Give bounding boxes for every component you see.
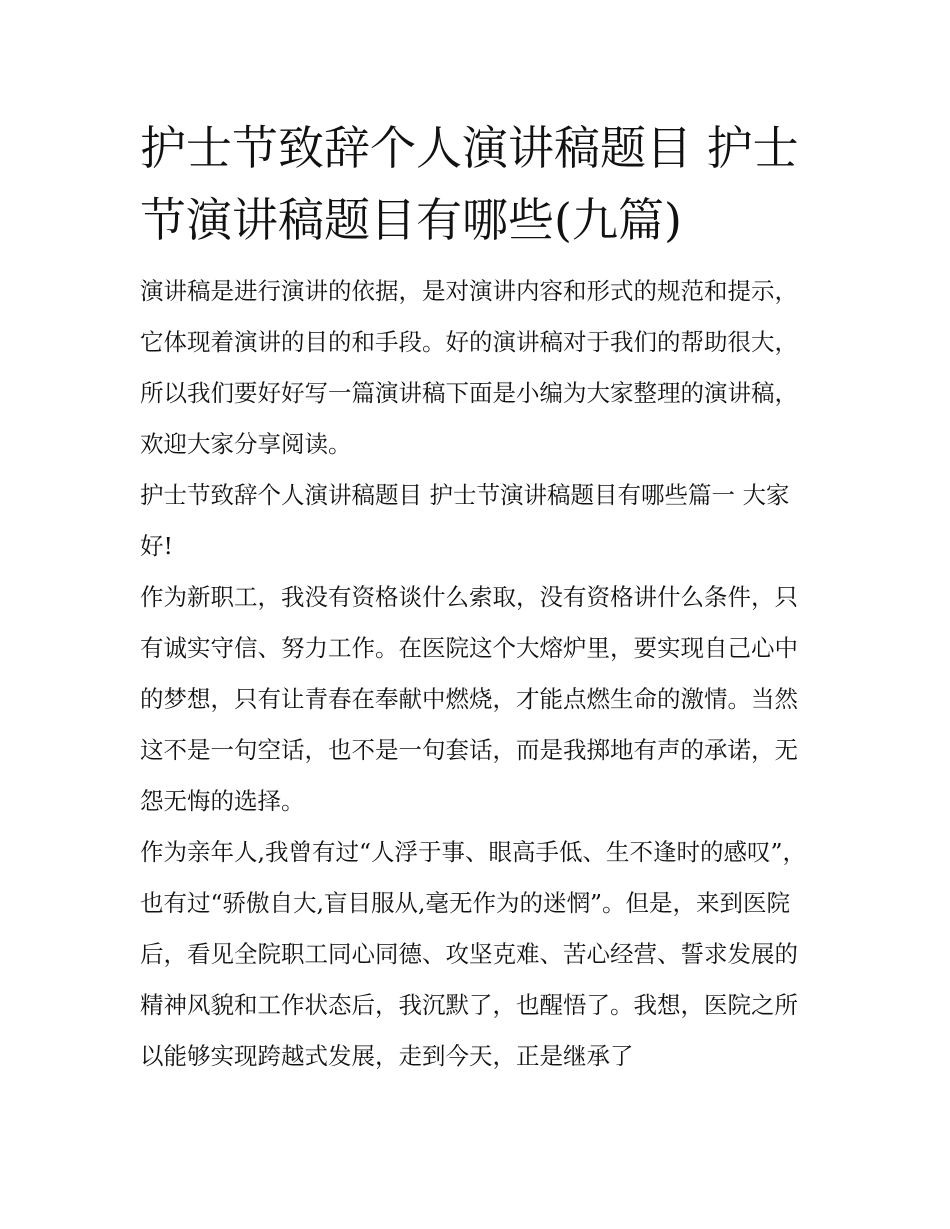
paragraph-heading: 护士节致辞个人演讲稿题目 护士节演讲稿题目有哪些篇一 大家好! — [140, 481, 790, 560]
paragraph-body-1: 作为新职工，我没有资格谈什么索取，没有资格讲什么条件，只有诚实守信、努力工作。在医院这个大熔炉里，要实现自己心中的梦想，只有让青春在奉献中燃烧，才能点燃生命的激情。当然这不是一句空话，也不是一句套话，而是我掷地有声的承诺，无怨无悔的选择。 — [140, 583, 798, 815]
document-title: 护士节致辞个人演讲稿题目 护士节演讲稿题目有哪些(九篇) — [140, 121, 799, 247]
paragraph-intro: 演讲稿是进行演讲的依据，是对演讲内容和形式的规范和提示，它体现着演讲的目的和手段。好的演讲稿对于我们的帮助很大，所以我们要好好写一篇演讲稿下面是小编为大家整理的演讲稿，欢迎大家分享阅读。 — [140, 277, 798, 458]
document-body — [140, 112, 812, 1082]
paragraph-body-2: 作为亲年人,我曾有过“人浮于事、眼高手低、生不逢时的感叹”，也有过“骄傲自大,盲目服从,毫无作为的迷惘”。但是，来到医院后，看见全院职工同心同德、攻坚克难、苦心经营、誓求发展的精神风貌和工作状态后，我沉默了，也醒悟了。我想，医院之所以能够实现跨越式发展，走到今天，正是继承了 — [140, 838, 806, 1070]
